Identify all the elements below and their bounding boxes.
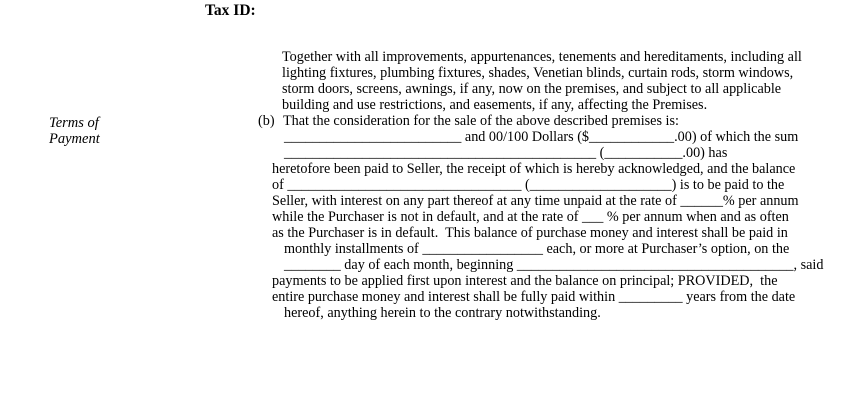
paragraph-b-line: Seller, with interest on any part thereof at any time unpaid at the rate of ______% per annum [272, 193, 799, 209]
paragraph-b-line: _________________________ and 00/100 Dollars ($____________.00) of which the sum [284, 129, 799, 145]
terms-label-line-1: Terms of [49, 115, 99, 131]
paragraph-b-line: ____________________________________________ (___________.00) has [284, 145, 728, 161]
paragraph-b-line: monthly installments of _________________ each, or more at Purchaser’s option, on the [284, 241, 790, 257]
terms-of-payment-label [49, 115, 100, 147]
terms-label-line-2: Payment [49, 131, 100, 147]
paragraph-a-line: storm doors, screens, awnings, if any, now on the premises, and subject to all applicable [282, 81, 782, 97]
paragraph-b-line: while the Purchaser is not in default, and at the rate of ___ % per annum when and as often [272, 209, 789, 225]
paragraph-b-marker: (b) [258, 113, 275, 129]
paragraph-b-line: entire purchase money and interest shall be fully paid within _________ years from the date [272, 289, 796, 305]
paragraph-b-line: hereof, anything herein to the contrary notwithstanding. [284, 305, 601, 321]
paragraph-b-line: ________ day of each month, beginning _______________________________________, said [284, 257, 824, 273]
paragraph-a-line: Together with all improvements, appurtenances, tenements and hereditaments, including all [282, 49, 802, 65]
tax-id-label: Tax ID: [205, 2, 256, 19]
paragraph-b-line: of _________________________________ (____________________) is to be paid to the [272, 177, 785, 193]
paragraph-a-line: building and use restrictions, and easements, if any, affecting the Premises. [282, 97, 708, 113]
paragraph-b-line: payments to be applied first upon interest and the balance on principal; PROVIDED, the [272, 273, 778, 289]
paragraph-b-line: That the consideration for the sale of the above described premises is: [283, 113, 679, 129]
paragraph-b-line: as the Purchaser is in default. This balance of purchase money and interest shall be paid in [272, 225, 788, 241]
paragraph-b-line: heretofore been paid to Seller, the receipt of which is hereby acknowledged, and the balance [272, 161, 796, 177]
paragraph-a-line: lighting fixtures, plumbing fixtures, shades, Venetian blinds, curtain rods, storm windows, [282, 65, 794, 81]
